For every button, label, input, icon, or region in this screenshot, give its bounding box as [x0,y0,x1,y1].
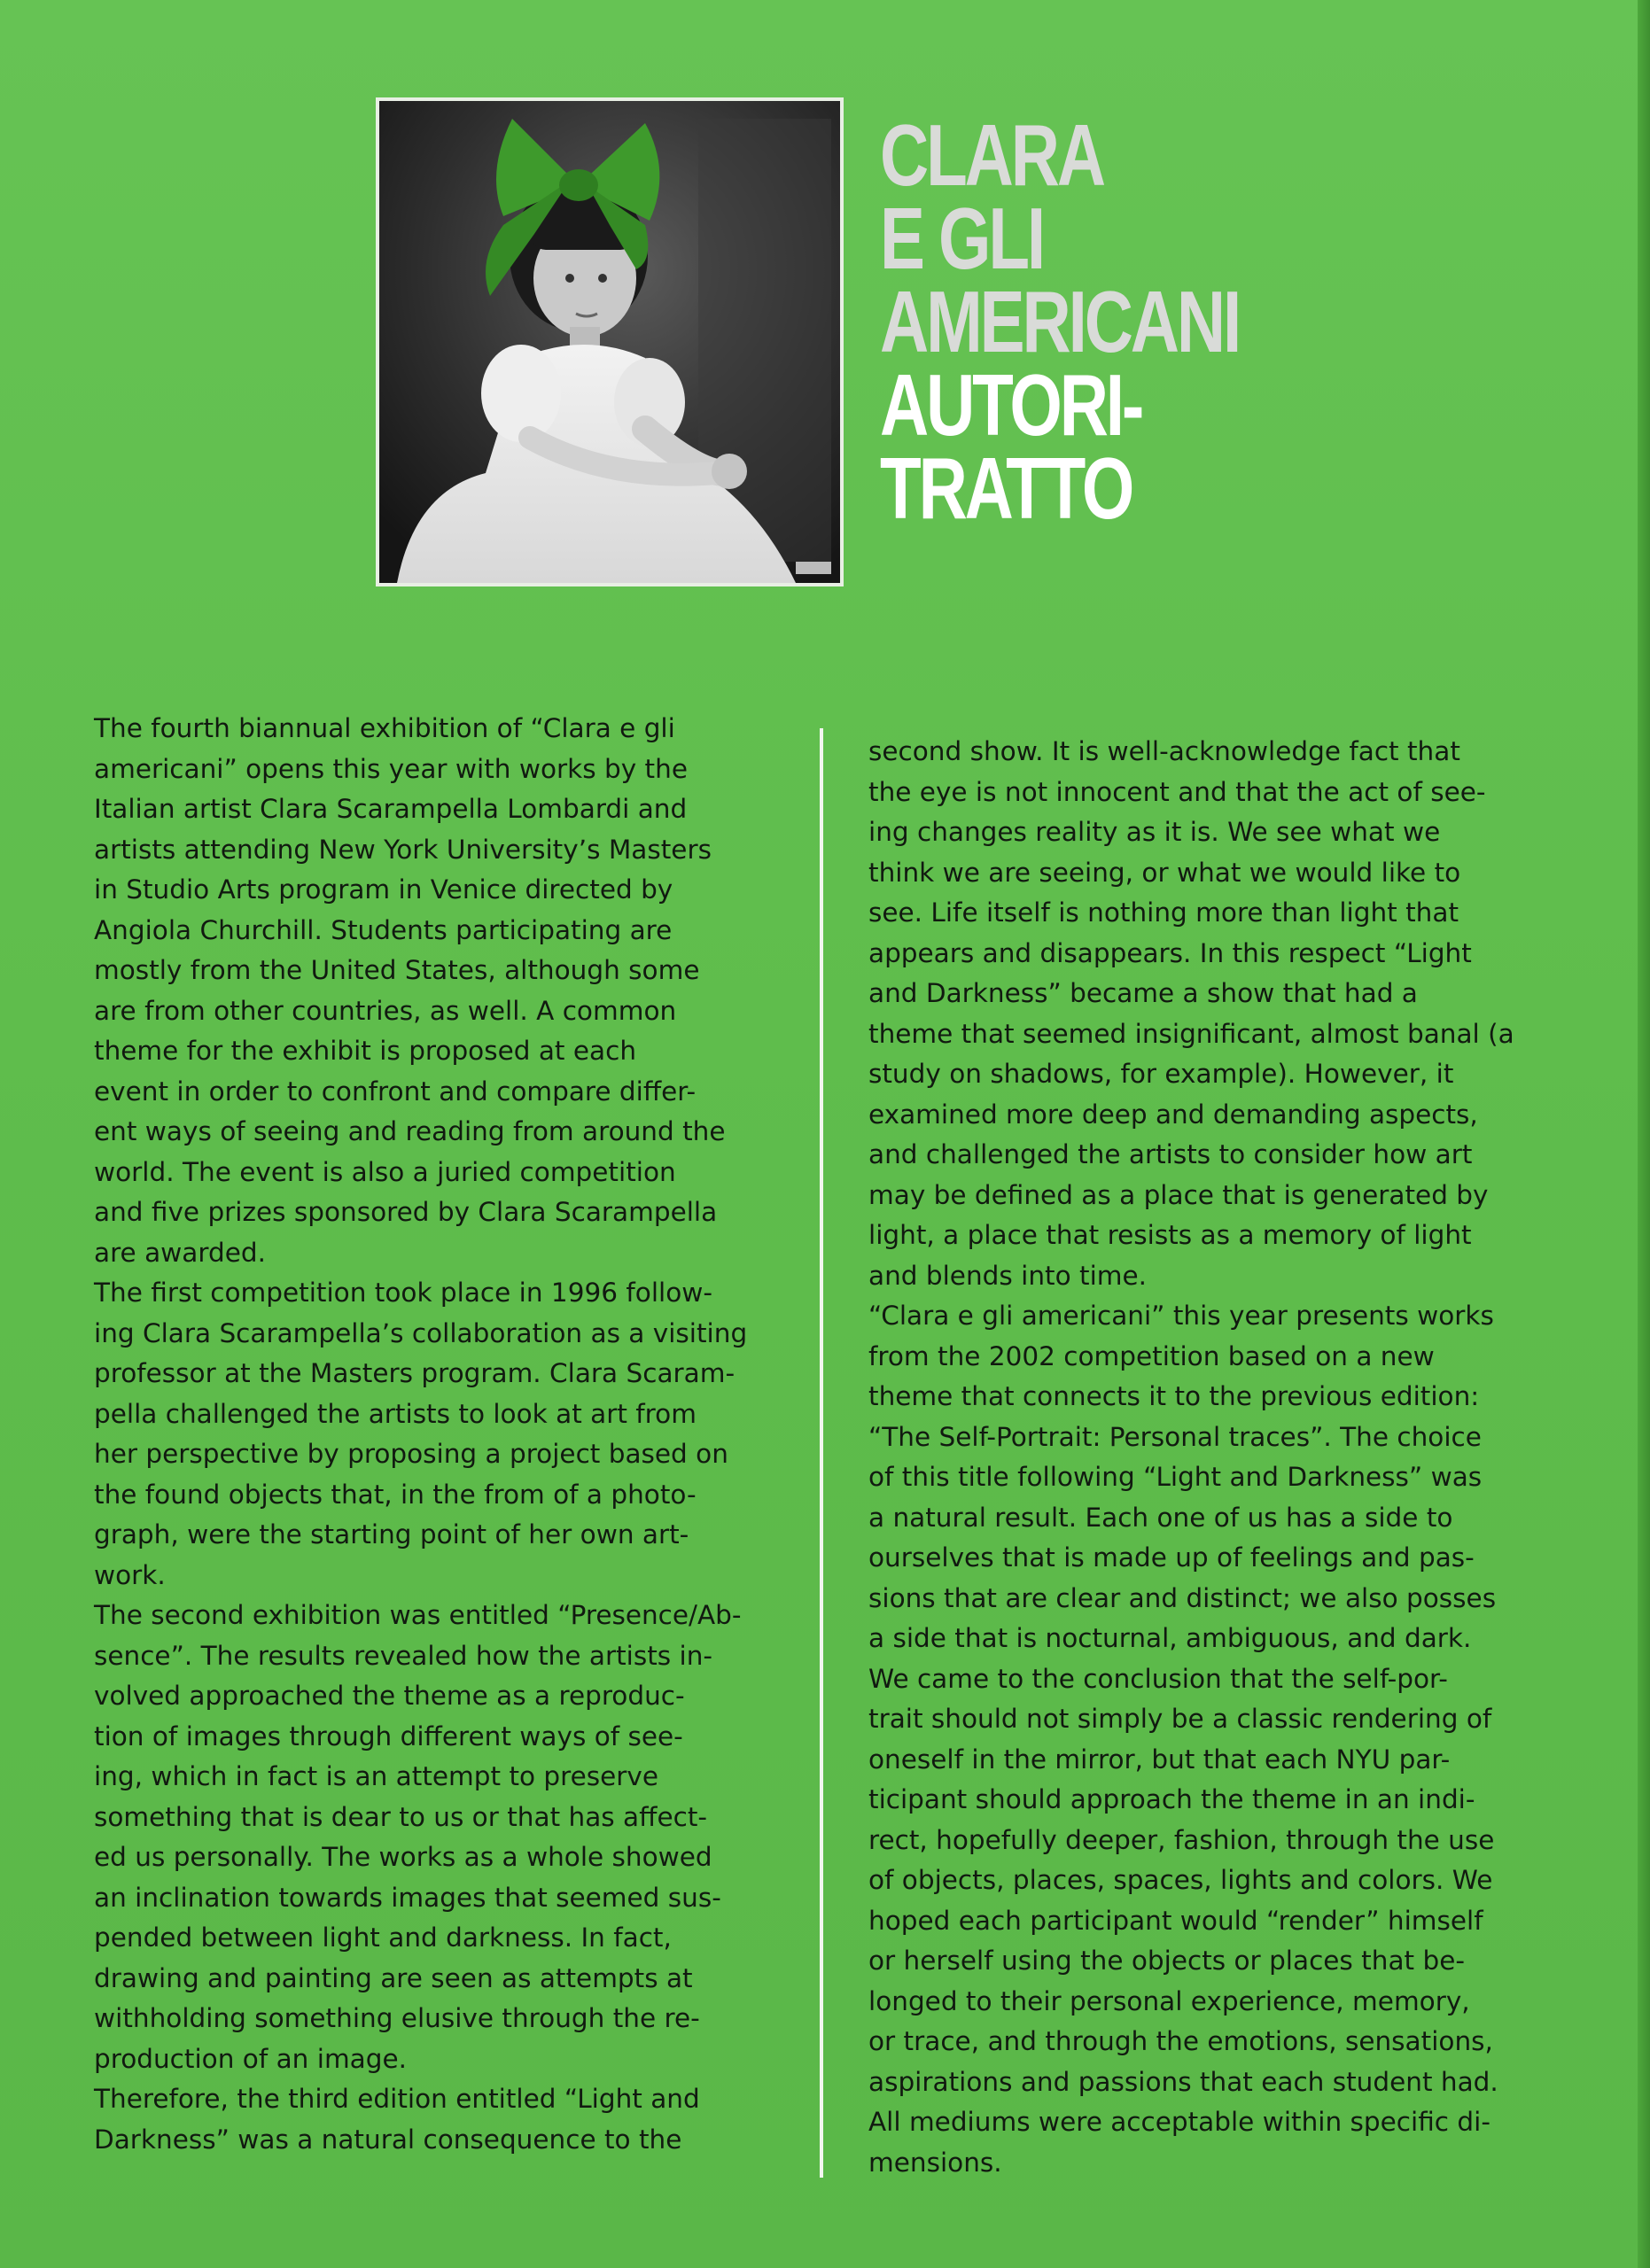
text-line: “Clara e gli americani” this year presents works [868,1301,1494,1331]
text-line: artists attending New York University’s Masters [94,834,712,865]
text-line: pended between light and darkness. In fact, [94,1922,672,1953]
text-line: from the 2002 competition based on a new [868,1340,1435,1371]
text-line: and Darkness” became a show that had a [868,978,1418,1008]
text-line: All mediums were acceptable within specific di- [868,2107,1490,2137]
text-line: second show. It is well-acknowledge fact that [868,736,1460,766]
text-line: something that is dear to us or that has affect- [94,1801,708,1832]
girl-portrait-image [379,101,840,583]
text-line: light, a place that resists as a memory of light [868,1220,1472,1250]
text-line: rect, hopefully deeper, fashion, through the use [868,1824,1495,1855]
text-line: aspirations and passions that each student had. [868,2066,1498,2097]
portrait-photo [376,97,844,586]
text-line: or trace, and through the emotions, sensations, [868,2026,1493,2056]
text-line: withholding something elusive through the re- [94,2003,700,2033]
text-line: a natural result. Each one of us has a side to [868,1502,1453,1533]
text-line: We came to the conclusion that the self-por- [868,1663,1448,1694]
text-line: mensions. [868,2147,1002,2178]
text-line: world. The event is also a juried competition [94,1156,676,1187]
text-line: ent ways of seeing and reading from around the [94,1116,726,1146]
text-line: trait should not simply be a classic rendering of [868,1704,1492,1734]
text-line: are awarded. [94,1237,266,1268]
text-line: an inclination towards images that seemed sus- [94,1882,721,1913]
title-line-2: E GLI [880,190,1044,287]
text-line: hoped each participant would “render” himself [868,1905,1483,1936]
text-line: professor at the Masters program. Clara Scaram- [94,1358,735,1388]
column-divider [820,728,823,2178]
text-line: the found objects that, in the from of a photo- [94,1479,697,1510]
text-line: or herself using the objects or places that be- [868,1946,1465,1976]
text-line: The second exhibition was entitled “Presence/Ab- [94,1600,742,1630]
text-line: “The Self-Portrait: Personal traces”. The choice [868,1421,1482,1452]
text-line: are from other countries, as well. A common [94,995,677,1026]
page-title [880,106,1240,537]
text-line: pella challenged the artists to look at art from [94,1398,697,1429]
text-line: the eye is not innocent and that the act of see- [868,776,1486,807]
right-text-column [868,732,1551,2183]
text-line: appears and disappears. In this respect “Light [868,937,1472,968]
text-line: examined more deep and demanding aspects, [868,1099,1478,1130]
text-line: event in order to confront and compare differ- [94,1076,697,1107]
text-line: work. [94,1559,166,1590]
text-line: sions that are clear and distinct; we also posses [868,1582,1497,1613]
text-line: production of an image. [94,2043,408,2074]
text-line: ing Clara Scarampella’s collaboration as a visiting [94,1317,748,1348]
title-line-3: AMERICANI [880,273,1240,370]
text-line: mostly from the United States, although some [94,955,700,985]
text-line: in Studio Arts program in Venice directed by [94,874,673,905]
text-line: a side that is nocturnal, ambiguous, and dark. [868,1623,1472,1653]
text-line: ed us personally. The works as a whole showed [94,1842,712,1872]
text-line: study on shadows, for example). However, it [868,1059,1454,1089]
text-line: graph, were the starting point of her own art- [94,1519,689,1550]
text-line: ticipant should approach the theme in an indi- [868,1784,1475,1814]
text-line: theme that connects it to the previous edition: [868,1381,1480,1411]
text-line: oneself in the mirror, but that each NYU par- [868,1744,1451,1775]
text-line: Angiola Churchill. Students participating are [94,914,673,945]
text-line: tion of images through different ways of see- [94,1720,683,1751]
text-line: ourselves that is made up of feelings and pas- [868,1542,1475,1573]
text-line: of this title following “Light and Darkness” was [868,1462,1483,1492]
text-line: and blends into time. [868,1260,1148,1291]
left-text-column [94,709,776,2160]
text-line: sence”. The results revealed how the artists in- [94,1640,713,1671]
text-line: and five prizes sponsored by Clara Scarampella [94,1197,718,1227]
title-line-5: TRATTO [880,439,1132,537]
text-line: ing changes reality as it is. We see what we [868,817,1441,847]
text-line: her perspective by proposing a project based on [94,1439,728,1469]
text-line: Therefore, the third edition entitled “Light and [94,2084,700,2114]
text-line: may be defined as a place that is generated by [868,1179,1489,1210]
text-line: of objects, places, spaces, lights and colors. We [868,1865,1493,1895]
text-line: Darkness” was a natural consequence to the [94,2124,682,2155]
title-line-4: AUTORI- [880,356,1142,454]
title-line-1: CLARA [880,106,1103,204]
text-line: Italian artist Clara Scarampella Lombardi and [94,794,688,824]
text-line: see. Life itself is nothing more than light that [868,897,1459,928]
text-line: ing, which in fact is an attempt to preserve [94,1761,659,1791]
text-line: volved approached the theme as a reproduc- [94,1681,685,1711]
text-line: The first competition took place in 1996 follow- [94,1278,713,1308]
book-spine-edge [1638,0,1650,2268]
text-line: and challenged the artists to consider how art [868,1139,1473,1169]
text-line: think we are seeing, or what we would like to [868,857,1461,888]
text-line: americani” opens this year with works by the [94,753,688,784]
text-line: The fourth biannual exhibition of “Clara e gli [94,713,675,743]
text-line: theme for the exhibit is proposed at each [94,1036,637,1066]
text-line: longed to their personal experience, memory, [868,1985,1470,2016]
text-line: theme that seemed insignificant, almost banal (a [868,1018,1514,1049]
text-line: drawing and painting are seen as attempts at [94,1962,693,1993]
